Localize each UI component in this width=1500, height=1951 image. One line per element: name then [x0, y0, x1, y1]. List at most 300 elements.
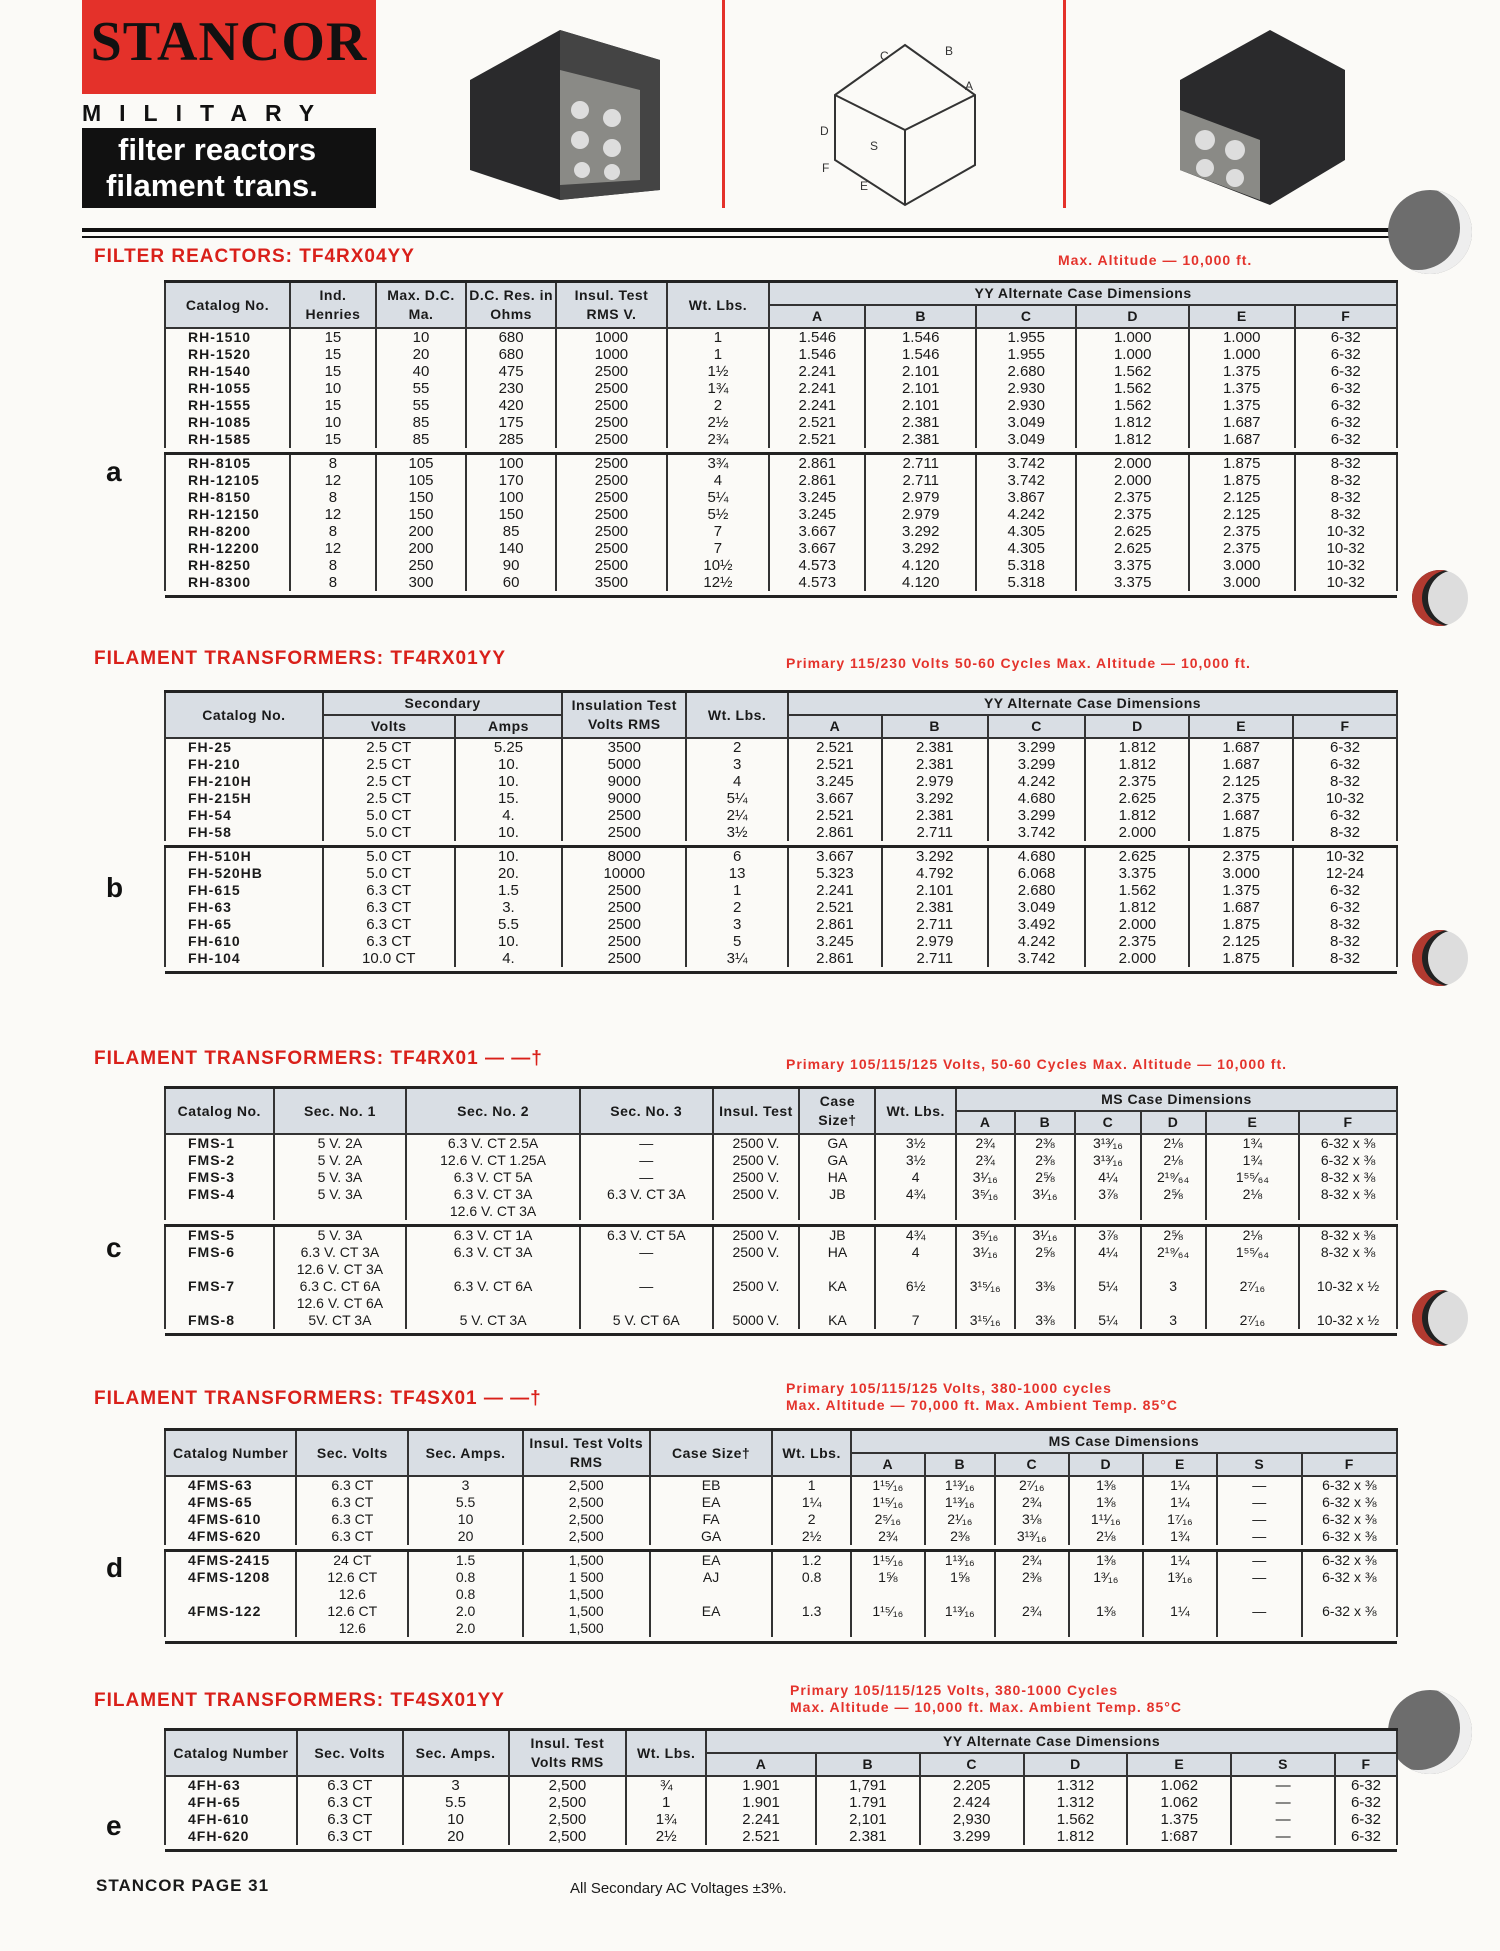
table-cell: 2500: [562, 950, 686, 967]
table-cell: 5 V. 2A: [274, 1152, 407, 1169]
table-row: [165, 1244, 1397, 1261]
table-cell: 1.901: [706, 1776, 816, 1794]
table-cell: 1¾: [626, 1811, 706, 1828]
table-cell: [1143, 1620, 1217, 1637]
table-cell: [650, 1586, 773, 1603]
table-cell: 1: [667, 346, 769, 363]
table-cell: 6-32: [1335, 1794, 1397, 1811]
table-cell: 85: [376, 414, 466, 431]
table-cell: [1015, 1261, 1076, 1278]
table-cell: 2.5 CT: [323, 790, 455, 807]
table-cell: 6-32 x ⅜: [1302, 1511, 1397, 1528]
table-cell: 1.562: [1076, 363, 1189, 380]
table-row: [165, 1511, 1397, 1528]
table-cell: 8-32: [1295, 454, 1398, 473]
table-cell: 1¾: [667, 380, 769, 397]
table-cell: 6-32 x ⅜: [1299, 1152, 1397, 1169]
table-row: [165, 472, 1397, 489]
group-header: YY Alternate Case Dimensions: [769, 282, 1397, 306]
table-cell: 15: [290, 346, 376, 363]
col-header: Wt. Lbs.: [667, 282, 769, 329]
catalog-number-cell: RH-1520: [165, 346, 290, 363]
table-cell: 1.812: [1076, 414, 1189, 431]
catalog-number-cell: FMS-8: [165, 1312, 274, 1329]
table-cell: 2.125: [1189, 506, 1294, 523]
table-cell: 6.3 CT: [296, 1476, 408, 1494]
table-cell: 3.667: [788, 847, 882, 866]
table-cell: 6.3 V. CT 3A: [580, 1186, 713, 1203]
col-header: Insul. Test Volts RMS: [509, 1730, 627, 1777]
table-cell: 105: [376, 454, 466, 473]
table-cell: 2½: [626, 1828, 706, 1845]
table-cell: 3.742: [976, 454, 1076, 473]
table-cell: 1.812: [1085, 756, 1189, 773]
col-header: A: [706, 1753, 816, 1776]
table-cell: 8-32: [1293, 824, 1397, 841]
table-cell: 2.521: [788, 756, 882, 773]
svg-text:A: A: [965, 79, 974, 93]
table-cell: 1.791: [816, 1794, 920, 1811]
table-cell: —: [1217, 1511, 1302, 1528]
table-cell: 1¼: [772, 1494, 850, 1511]
table-cell: 10: [403, 1811, 509, 1828]
table-cell: 0.8: [772, 1569, 850, 1586]
table-cell: 6.3 CT: [296, 1511, 408, 1528]
table-cell: 200: [376, 523, 466, 540]
table-cell: 2.375: [1189, 523, 1294, 540]
table-cell: 4: [667, 472, 769, 489]
table-cell: 5 V. 3A: [274, 1169, 407, 1186]
table-cell: 3: [408, 1476, 522, 1494]
table-cell: 1.687: [1189, 807, 1293, 824]
catalog-number-cell: RH-8250: [165, 557, 290, 574]
table-cell: [580, 1261, 713, 1278]
table-row: [165, 847, 1397, 866]
table-cell: 20.: [455, 865, 563, 882]
table-cell: 10.: [455, 756, 563, 773]
table-cell: 2.241: [706, 1811, 816, 1828]
table-cell: EB: [650, 1476, 773, 1494]
col-header: Volts: [323, 715, 455, 738]
table-cell: 1³⁄₁₆: [1143, 1569, 1217, 1586]
table-cell: 4.: [455, 807, 563, 824]
table-cell: 12.6 CT: [296, 1569, 408, 1586]
table-cell: 6-32: [1295, 328, 1398, 346]
section-title: FILAMENT TRANSFORMERS: TF4RX01 — —†: [94, 1048, 543, 1069]
table-cell: 5¼: [1075, 1312, 1140, 1329]
col-header: Insul. Test: [713, 1088, 800, 1135]
table-cell: 4.120: [865, 557, 976, 574]
table-cell: 2500: [556, 557, 667, 574]
table-cell: 2.625: [1076, 523, 1189, 540]
table-cell: 3.049: [976, 414, 1076, 431]
catalog-number-cell: RH-1555: [165, 397, 290, 414]
catalog-number-cell: FH-520HB: [165, 865, 323, 882]
catalog-number-cell: FMS-1: [165, 1134, 274, 1152]
table-cell: 1¹⁵⁄₁₆: [851, 1551, 925, 1570]
table-cell: 55: [376, 397, 466, 414]
svg-text:B: B: [945, 44, 954, 58]
table-cell: 12.6: [296, 1586, 408, 1603]
filament-transformers-yy-table: [164, 690, 1398, 974]
table-cell: 1.562: [1024, 1811, 1128, 1828]
table-cell: 1: [686, 882, 788, 899]
col-header: C: [995, 1453, 1069, 1476]
table-row: [165, 414, 1397, 431]
table-cell: 2: [686, 899, 788, 916]
table-cell: 5 V. CT 6A: [580, 1312, 713, 1329]
table-cell: 6½: [875, 1278, 955, 1295]
table-cell: 10000: [562, 865, 686, 882]
table-cell: 2.521: [788, 807, 882, 824]
table-cell: 3.742: [988, 950, 1086, 967]
table-cell: [799, 1261, 875, 1278]
table-cell: 10.: [455, 824, 563, 841]
table-cell: 1¹⁵⁄₁₆: [851, 1476, 925, 1494]
table-cell: 4.305: [976, 540, 1076, 557]
col-header: Sec. Amps.: [408, 1430, 522, 1477]
col-header: E: [1189, 305, 1294, 328]
table-cell: 1.687: [1189, 414, 1294, 431]
table-cell: 5.318: [976, 574, 1076, 591]
group-header: Secondary: [323, 692, 563, 716]
catalog-number-cell: FMS-7: [165, 1278, 274, 1295]
table-cell: 100: [466, 454, 556, 473]
table-cell: 2500 V.: [713, 1186, 800, 1203]
col-header: Insulation Test Volts RMS: [562, 692, 686, 739]
table-row: [165, 1569, 1397, 1586]
table-cell: AJ: [650, 1569, 773, 1586]
table-cell: 1¹³⁄₁₆: [925, 1551, 995, 1570]
table-cell: —: [580, 1152, 713, 1169]
table-cell: [1217, 1586, 1302, 1603]
table-row: [165, 738, 1397, 756]
table-cell: 1.3: [772, 1603, 850, 1620]
col-header: Sec. Volts: [297, 1730, 403, 1777]
table-cell: 1¼: [1143, 1603, 1217, 1620]
table-cell: [799, 1203, 875, 1220]
table-cell: 6-32: [1295, 431, 1398, 448]
group-spacer: [165, 967, 1397, 973]
table-cell: 12-24: [1293, 865, 1397, 882]
table-cell: 2.125: [1189, 773, 1293, 790]
table-cell: 2.521: [769, 414, 865, 431]
table-cell: 1: [626, 1794, 706, 1811]
table-row: [165, 1620, 1397, 1637]
table-cell: 1.062: [1127, 1794, 1231, 1811]
page-number: STANCOR PAGE 31: [96, 1876, 270, 1895]
table-row: [165, 1169, 1397, 1186]
table-cell: 12.6: [296, 1620, 408, 1637]
section-note-2: Max. Altitude — 10,000 ft. Max. Ambient Temp. 85°C: [790, 1699, 1182, 1715]
col-header: Catalog No.: [165, 692, 323, 739]
table-cell: 15: [290, 328, 376, 346]
table-cell: 1.000: [1189, 346, 1294, 363]
table-cell: 8: [290, 523, 376, 540]
table-row: [165, 380, 1397, 397]
table-cell: 8-32 x ⅜: [1299, 1186, 1397, 1203]
table-cell: 2.125: [1189, 933, 1293, 950]
table-cell: 1⅜: [1069, 1476, 1143, 1494]
table-cell: 2.5 CT: [323, 756, 455, 773]
table-cell: 1⅜: [1069, 1603, 1143, 1620]
table-cell: [406, 1295, 580, 1312]
catalog-number-cell: RH-12200: [165, 540, 290, 557]
table-cell: 3.000: [1189, 865, 1293, 882]
table-cell: 10-32 x ½: [1299, 1278, 1397, 1295]
table-cell: 4.242: [988, 773, 1086, 790]
col-header: C: [988, 715, 1086, 738]
table-cell: 5¼: [667, 489, 769, 506]
table-cell: [772, 1620, 850, 1637]
filament-transformers-4sx-yy-table: [164, 1728, 1398, 1852]
table-cell: 12.6 CT: [296, 1603, 408, 1620]
table-row: [165, 756, 1397, 773]
table-cell: GA: [799, 1152, 875, 1169]
table-cell: 15: [290, 363, 376, 380]
table-cell: —: [1231, 1811, 1335, 1828]
table-cell: 5 V. 3A: [274, 1186, 407, 1203]
table-cell: 1¼: [1143, 1476, 1217, 1494]
table-cell: 8: [290, 489, 376, 506]
table-cell: 105: [376, 472, 466, 489]
table-cell: 2⅜: [1015, 1134, 1076, 1152]
table-cell: [851, 1620, 925, 1637]
col-header: S: [1231, 1753, 1335, 1776]
table-cell: 6-32: [1335, 1828, 1397, 1845]
table-cell: 1.000: [1076, 346, 1189, 363]
table-cell: 1⅜: [1069, 1494, 1143, 1511]
table-cell: [1299, 1295, 1397, 1312]
reactor-photo-left: [470, 30, 660, 200]
table-cell: 2.241: [788, 882, 882, 899]
table-cell: —: [580, 1278, 713, 1295]
table-cell: 3.000: [1189, 574, 1294, 591]
table-cell: 3¹³⁄₁₆: [1075, 1134, 1140, 1152]
table-cell: 1¹⁵⁄₁₆: [851, 1494, 925, 1511]
table-cell: 2.711: [882, 916, 988, 933]
table-cell: —: [1217, 1528, 1302, 1545]
table-cell: 9000: [562, 790, 686, 807]
col-header: B: [882, 715, 988, 738]
table-cell: 7: [667, 523, 769, 540]
table-cell: [1143, 1586, 1217, 1603]
table-cell: 175: [466, 414, 556, 431]
section-letter: b: [106, 872, 124, 903]
binder-hole: [1388, 190, 1472, 274]
table-cell: 150: [376, 506, 466, 523]
table-row: [165, 574, 1397, 591]
table-cell: 1.812: [1076, 431, 1189, 448]
table-cell: 2.375: [1085, 773, 1189, 790]
table-cell: 1,791: [816, 1776, 920, 1794]
table-cell: 4.242: [976, 506, 1076, 523]
table-cell: 6-32 x ⅜: [1302, 1494, 1397, 1511]
binder-hole: [1412, 930, 1468, 986]
table-cell: [772, 1586, 850, 1603]
table-cell: 1.375: [1189, 397, 1294, 414]
table-cell: 1.875: [1189, 824, 1293, 841]
table-cell: 12: [290, 540, 376, 557]
table-cell: 6-32: [1295, 346, 1398, 363]
table-cell: 6.3 CT: [297, 1776, 403, 1794]
table-cell: 2⅝: [1141, 1226, 1206, 1245]
table-cell: [1141, 1295, 1206, 1312]
col-header: Wt. Lbs.: [686, 692, 788, 739]
table-cell: [1141, 1261, 1206, 1278]
catalog-number-cell: [165, 1620, 296, 1637]
catalog-number-cell: FH-63: [165, 899, 323, 916]
table-cell: 680: [466, 328, 556, 346]
table-cell: 250: [376, 557, 466, 574]
catalog-number-cell: FH-54: [165, 807, 323, 824]
table-cell: [875, 1261, 955, 1278]
table-cell: 2500 V.: [713, 1226, 800, 1245]
table-cell: 3.049: [988, 899, 1086, 916]
col-header: Case Size†: [799, 1088, 875, 1135]
table-cell: 4.: [455, 950, 563, 967]
table-cell: 1.812: [1085, 738, 1189, 756]
col-header: A: [851, 1453, 925, 1476]
table-cell: 2⅝: [1015, 1169, 1076, 1186]
table-cell: 2.381: [882, 756, 988, 773]
catalog-number-cell: 4FMS-620: [165, 1528, 296, 1545]
table-body: [165, 738, 1397, 973]
table-cell: 4¼: [1075, 1169, 1140, 1186]
table-cell: 2500: [556, 506, 667, 523]
table-cell: 3.742: [976, 472, 1076, 489]
table-cell: 3: [403, 1776, 509, 1794]
table-cell: —: [1231, 1794, 1335, 1811]
table-cell: 3¹³⁄₁₆: [995, 1528, 1069, 1545]
table-row: [165, 916, 1397, 933]
spacer-cell: [165, 1845, 1397, 1851]
table-cell: 2.521: [788, 738, 882, 756]
table-cell: 1¾: [1143, 1528, 1217, 1545]
table-cell: 6.3 CT: [297, 1811, 403, 1828]
table-row: [165, 865, 1397, 882]
table-cell: 150: [466, 506, 556, 523]
table-cell: 1⁷⁄₁₆: [1143, 1511, 1217, 1528]
table-cell: 3.667: [788, 790, 882, 807]
col-header: C: [920, 1753, 1024, 1776]
table-cell: 2500: [562, 824, 686, 841]
table-cell: 2½: [772, 1528, 850, 1545]
table-cell: 2⁵⁄₁₆: [851, 1511, 925, 1528]
table-cell: 8-32: [1293, 773, 1397, 790]
group-header: MS Case Dimensions: [956, 1088, 1397, 1112]
catalog-number-cell: RH-8300: [165, 574, 290, 591]
table-cell: 2,500: [509, 1776, 627, 1794]
table-cell: 2.711: [882, 950, 988, 967]
table-cell: 4.573: [769, 574, 865, 591]
table-cell: 4.120: [865, 574, 976, 591]
catalog-number-cell: RH-8105: [165, 454, 290, 473]
table-cell: 2¹⁹⁄₆₄: [1141, 1169, 1206, 1186]
table-cell: 2.5 CT: [323, 773, 455, 790]
table-row: [165, 773, 1397, 790]
table-cell: KA: [799, 1278, 875, 1295]
table-cell: —: [1217, 1569, 1302, 1586]
table-cell: 8-32: [1295, 472, 1398, 489]
table-cell: 12.6 V. CT 6A: [274, 1295, 407, 1312]
table-cell: 2,500: [509, 1828, 627, 1845]
table-cell: 1¾: [1206, 1134, 1299, 1152]
table-cell: 3.742: [988, 824, 1086, 841]
table-cell: 15: [290, 397, 376, 414]
table-cell: [1075, 1295, 1140, 1312]
spacer-cell: [165, 1637, 1397, 1643]
table-cell: 100: [466, 489, 556, 506]
catalog-number-cell: 4FMS-122: [165, 1603, 296, 1620]
table-cell: 1¹³⁄₁₆: [925, 1494, 995, 1511]
table-row: [165, 1295, 1397, 1312]
table-cell: 2500: [562, 933, 686, 950]
table-cell: 3⁵⁄₁₆: [956, 1226, 1015, 1245]
table-cell: HA: [799, 1244, 875, 1261]
svg-text:D: D: [820, 124, 829, 138]
table-cell: —: [580, 1244, 713, 1261]
table-cell: 6.3 C. CT 6A: [274, 1278, 407, 1295]
table-cell: 10-32: [1295, 540, 1398, 557]
table-cell: 4¾: [875, 1226, 955, 1245]
table-cell: 1.375: [1189, 882, 1293, 899]
table-cell: 1⅝: [925, 1569, 995, 1586]
table-cell: —: [1217, 1551, 1302, 1570]
table-cell: [1299, 1203, 1397, 1220]
table-cell: 8-32: [1295, 489, 1398, 506]
table-cell: 3.299: [988, 738, 1086, 756]
table-row: [165, 882, 1397, 899]
section-title: FILTER REACTORS: TF4RX04YY: [94, 246, 415, 267]
table-cell: 1.000: [1076, 328, 1189, 346]
table-cell: 20: [408, 1528, 522, 1545]
table-row: [165, 346, 1397, 363]
table-cell: 2⅝: [1141, 1186, 1206, 1203]
table-cell: 6-32: [1293, 756, 1397, 773]
catalog-number-cell: 4FMS-65: [165, 1494, 296, 1511]
table-cell: 10: [408, 1511, 522, 1528]
table-cell: [1069, 1620, 1143, 1637]
table-row: [165, 523, 1397, 540]
table-cell: 3500: [562, 738, 686, 756]
table-cell: 2.000: [1085, 824, 1189, 841]
table-cell: 1.375: [1189, 380, 1294, 397]
table-cell: 4.680: [988, 790, 1086, 807]
table-cell: GA: [650, 1528, 773, 1545]
table-cell: 5.5: [408, 1494, 522, 1511]
table-cell: 3: [1141, 1312, 1206, 1329]
table-cell: 2.521: [706, 1828, 816, 1845]
table-cell: 20: [376, 346, 466, 363]
col-header: Catalog No.: [165, 1088, 274, 1135]
table-cell: 2.101: [865, 397, 976, 414]
table-cell: 1,500: [523, 1603, 650, 1620]
table-cell: 5 V. 3A: [274, 1226, 407, 1245]
table-cell: 1.812: [1085, 807, 1189, 824]
table-cell: 2⅛: [1141, 1134, 1206, 1152]
table-cell: 2.0: [408, 1620, 522, 1637]
table-cell: 3½: [875, 1152, 955, 1169]
table-cell: 20: [403, 1828, 509, 1845]
table-cell: [995, 1586, 1069, 1603]
binder-hole: [1412, 570, 1468, 626]
table-row: [165, 1828, 1397, 1845]
table-cell: 6-32 x ⅜: [1302, 1528, 1397, 1545]
table-cell: [1015, 1203, 1076, 1220]
table-cell: 1.955: [976, 346, 1076, 363]
table-cell: 6-32: [1335, 1811, 1397, 1828]
